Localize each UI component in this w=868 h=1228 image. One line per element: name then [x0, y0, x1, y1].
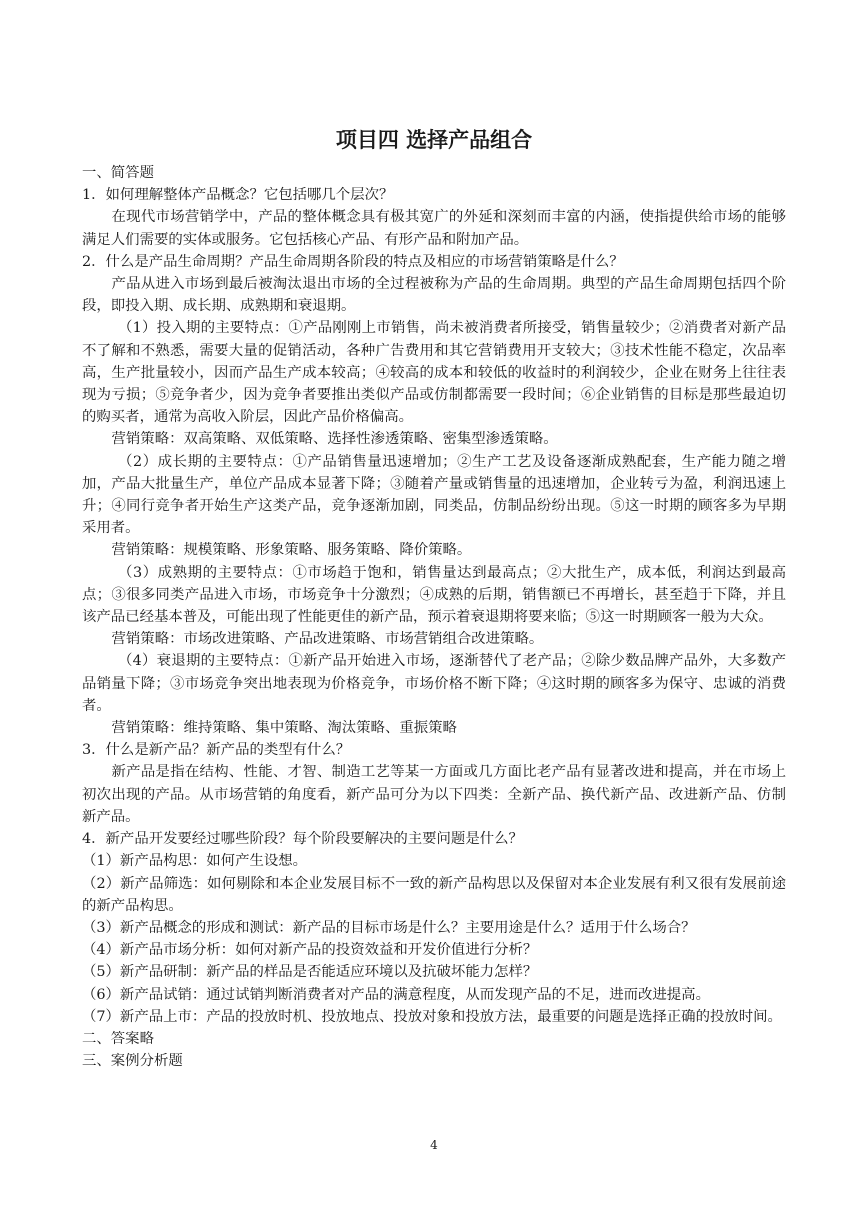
list-item: （4）新产品市场分析：如何对新产品的投资效益和开发价值进行分析？: [82, 942, 538, 959]
stage-1-features: （1）投入期的主要特点：①产品刚刚上市销售，尚未被消费者所接受，销售量较少；②消费者对新产品不了解和不熟悉，需要大量的促销活动，各种广告费用和其它营销费用开支较大；③技术性能不稳定，次品率高，生产批量较小，因而产品生产成本较高；④较高的成本和较低的收益时的利润较少，企业在财务上往往表现为亏损；⑤竞争者少，因为竞争者要推出类似产品或仿制都需要一段时间；⑥企业销售的目标是那些最迫切的购买者，通常为高收入阶层，因此产品价格偏高。: [82, 320, 786, 426]
answer-3: 新产品是指在结构、性能、才智、制造工艺等某一方面或几方面比老产品有显著改进和提高，并在市场上初次出现的产品。从市场营销的角度看，新产品可分为以下四类：全新产品、换代新产品、改进新产品、仿制新产品。: [82, 764, 786, 825]
list-item: （5）新产品研制：新产品的样品是否能适应环境以及抗破坏能力怎样？: [82, 964, 538, 981]
section-heading-3: 三、案例分析题: [82, 1053, 183, 1070]
question-3: 3．什么是新产品？新产品的类型有什么？: [82, 742, 351, 759]
list-item: （3）新产品概念的形成和测试：新产品的目标市场是什么？主要用途是什么？适用于什么场合？: [82, 919, 696, 936]
stage-4-strategy: 营销策略：维持策略、集中策略、淘汰策略、重振策略: [111, 720, 457, 737]
list-item: （7）新产品上市：产品的投放时机、投放地点、投放对象和投放方法，最重要的问题是选择正确的投放时间。: [82, 1008, 782, 1025]
question-1: 1．如何理解整体产品概念？它包括哪几个层次？: [82, 187, 394, 204]
page-number: 4: [430, 1138, 438, 1152]
list-item: （1）新产品构思：如何产生设想。: [82, 853, 308, 870]
section-heading-2: 二、答案略: [82, 1030, 154, 1047]
question-2: 2．什么是产品生命周期？产品生命周期各阶段的特点及相应的市场营销策略是什么？: [82, 253, 624, 270]
stage-1-strategy: 营销策略：双高策略、双低策略、选择性渗透策略、密集型渗透策略。: [111, 431, 558, 448]
document-body: [82, 162, 786, 1072]
section-heading-1: 一、简答题: [82, 165, 154, 181]
question-4: 4．新产品开发要经过哪些阶段？每个阶段要解决的主要问题是什么？: [82, 831, 523, 848]
page-title: 项目四 选择产品组合: [335, 128, 533, 152]
answer-1: 在现代市场营销学中，产品的整体概念具有极其宽广的外延和深刻而丰富的内涵，使指提供给市场的能够满足人们需要的实体或服务。它包括核心产品、有形产品和附加产品。: [82, 209, 786, 248]
list-item: （6）新产品试销：通过试销判断消费者对产品的满意程度，从而发现产品的不足，进而改进提高。: [82, 986, 710, 1003]
stage-3-strategy: 营销策略：市场改进策略、产品改进策略、市场营销组合改进策略。: [111, 631, 544, 648]
answer-2-intro: 产品从进入市场到最后被淘汰退出市场的全过程被称为产品的生命周期。典型的产品生命周期包括四个阶段，即投入期、成长期、成熟期和衰退期。: [82, 276, 786, 315]
stage-4-features: （4）衰退期的主要特点：①新产品开始进入市场，逐渐替代了老产品；②除少数品牌产品外，大多数产品销量下降；③市场竞争突出地表现为价格竞争，市场价格不断下降；④这时期的顾客多为保守、忠诚的消费者。: [82, 653, 786, 714]
list-item: （2）新产品筛选：如何剔除和本企业发展目标不一致的新产品构思以及保留对本企业发展有利又很有发展前途的新产品构思。: [82, 875, 786, 914]
stage-2-features: （2）成长期的主要特点：①产品销售量迅速增加；②生产工艺及设备逐渐成熟配套，生产能力随之增加，产品大批量生产，单位产品成本显著下降；③随着产量或销售量的迅速增加，企业转亏为盈，利润迅速上升；④同行竞争者开始生产这类产品，竞争逐渐加剧，同类品，仿制品纷纷出现。⑤这一时期的顾客多为早期采用者。: [82, 453, 786, 537]
stage-2-strategy: 营销策略：规模策略、形象策略、服务策略、降价策略。: [111, 542, 472, 559]
stage-3-features: （3）成熟期的主要特点：①市场趋于饱和，销售量达到最高点；②大批生产，成本低，利润达到最高点；③很多同类产品进入市场，市场竞争十分激烈；④成熟的后期，销售额已不再增长，甚至趋于下降，并且该产品已经基本普及，可能出现了性能更佳的新产品，预示着衰退期将要来临；⑤这一时期顾客一般为大众。: [82, 564, 786, 626]
